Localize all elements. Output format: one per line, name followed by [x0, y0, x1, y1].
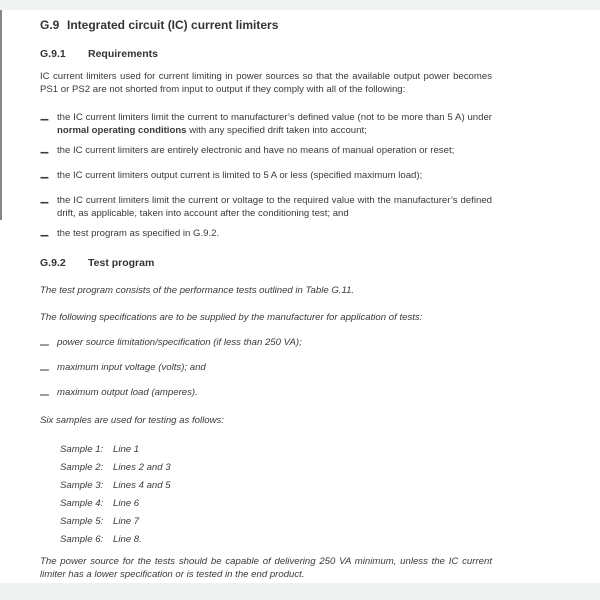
section-heading-g91: [40, 48, 492, 61]
list-item-text: maximum output load (amperes).: [57, 387, 198, 398]
samples-list: [60, 441, 492, 549]
list-item: [40, 227, 492, 245]
dash-marker: –: [40, 227, 49, 244]
sample-label: Sample 4:: [60, 498, 104, 509]
list-item: [40, 386, 492, 404]
sample-value: Line 7: [113, 516, 140, 527]
specifications-paragraph: The following specifications are to be supplied by the manufacturer for application of tests:: [40, 312, 423, 323]
list-item-text: maximum input voltage (volts); and: [57, 362, 206, 373]
sample-row: [60, 513, 492, 531]
dash-marker: –: [40, 169, 49, 186]
list-item-text: power source limitation/specification (if less than 250 VA);: [57, 337, 302, 348]
sample-label: Sample 2:: [60, 462, 104, 473]
sample-label: Sample 5:: [60, 516, 104, 527]
sample-label: Sample 3:: [60, 480, 104, 491]
six-samples-paragraph: Six samples are used for testing as follows:: [40, 415, 224, 426]
list-item: [40, 194, 492, 220]
sample-row: [60, 495, 492, 513]
dash-marker: –: [40, 194, 49, 211]
power-source-paragraph: The power source for the tests should be capable of delivering 250 VA minimum, unless the IC current limiter has a lower specification or is tested in the end product.: [40, 556, 492, 580]
test-program-paragraph: The test program consists of the performance tests outlined in Table G.11.: [40, 285, 355, 296]
sample-value: Line 8.: [113, 534, 142, 545]
section-number: G.9.1: [40, 48, 66, 60]
section-heading-g92: [40, 257, 492, 270]
section-number: G.9.2: [40, 257, 66, 269]
specifications-list: [40, 336, 492, 404]
section-title: Integrated circuit (IC) current limiters: [67, 18, 279, 32]
dash-marker: –: [40, 386, 49, 403]
dash-marker: –: [40, 144, 49, 161]
list-item-text: the IC current limiters limit the current or voltage to the required value with the manufacturer’s defined drift, as applicable, taken into account after the conditioning test; and: [57, 195, 492, 219]
intro-paragraph: IC current limiters used for current limiting in power sources so that the available output power becomes PS1 or PS2 are not shorted from input to output if they comply with all of the following:: [40, 71, 492, 95]
list-item-text: the IC current limiters output current is limited to 5 A or less (specified maximum load);: [57, 170, 423, 181]
list-item-text: the IC current limiters are entirely electronic and have no means of manual operation or reset;: [57, 145, 455, 156]
list-item: [40, 169, 492, 187]
section-heading-g9: [40, 18, 492, 33]
sample-value: Line 1: [113, 444, 140, 455]
sample-value: Line 6: [113, 498, 140, 509]
list-item: [40, 111, 492, 137]
section-title: Requirements: [88, 48, 159, 60]
sample-row: [60, 477, 492, 495]
document-page: [0, 10, 600, 581]
sample-label: Sample 6:: [60, 534, 104, 545]
page-bottom-margin-band: [0, 583, 600, 600]
list-item: [40, 144, 492, 162]
sample-row: [60, 531, 492, 549]
requirement-text-bold: normal operating conditions: [57, 125, 187, 136]
list-item-text: the test program as specified in G.9.2.: [57, 228, 220, 239]
list-item: [40, 361, 492, 379]
sample-row: [60, 459, 492, 477]
sample-value: Lines 4 and 5: [113, 480, 171, 491]
sample-label: Sample 1:: [60, 444, 104, 455]
requirement-text-post: with any specified drift taken into account;: [186, 125, 367, 136]
requirement-text-pre: the IC current limiters limit the current to manufacturer’s defined value (not to be more than 5 A) under: [57, 112, 492, 123]
sample-row: [60, 441, 492, 459]
page-top-margin-band: [0, 0, 600, 10]
sample-value: Lines 2 and 3: [113, 462, 171, 473]
dash-marker: –: [40, 111, 49, 128]
section-title: Test program: [88, 257, 155, 269]
dash-marker: –: [40, 336, 49, 353]
dash-marker: –: [40, 361, 49, 378]
list-item-text: [57, 111, 492, 137]
list-item: [40, 336, 492, 354]
section-number: G.9: [40, 18, 60, 32]
requirements-list: [40, 111, 492, 245]
